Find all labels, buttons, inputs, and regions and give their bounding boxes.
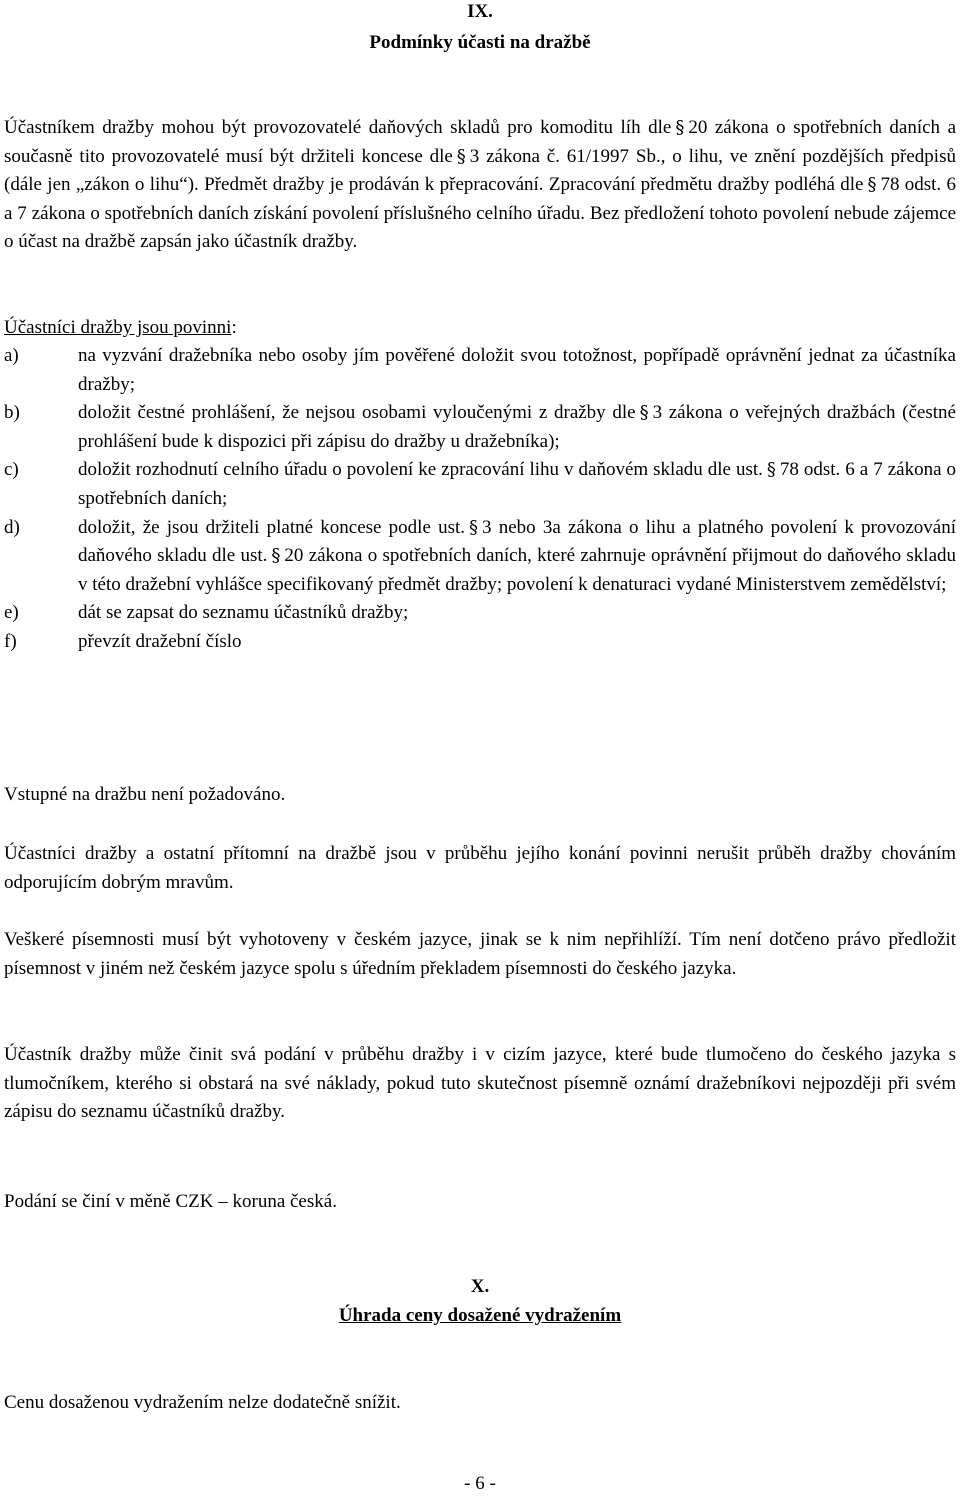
section-x-numeral: X.: [470, 1276, 490, 1297]
list-item: [4, 514, 956, 600]
page-number: - 6 -: [464, 1473, 496, 1494]
interpreter-paragraph: Účastník dražby může činit svá podání v průběhu dražby i v cizím jazyce, které bude tlumočeno do českého jazyka s tlumočníkem, kterého si obstará na své náklady, pokud tuto skutečnost písemně oznámí dražebníkovi nejpozději při svém zápisu do seznamu účastníků dražby.: [4, 1044, 956, 1123]
intro-text-3: 3 zákona č. 61/1997 Sb., o lihu, ve znění pozdějších předpisů (dále jen „zákon o lihu“). Předmět dražby je prodáván k přepracování. Zpracování předmětu dražby podléhá dle: [4, 145, 956, 196]
list-item-text: dát se zapsat do seznamu účastníků dražby;: [78, 602, 409, 624]
list-item-label: a): [4, 345, 19, 366]
obligations-list: [4, 342, 956, 657]
list-item: [4, 628, 956, 657]
list-item-text: doložit čestné prohlášení, že nejsou osobami vyloučenými z dražby dle: [78, 402, 636, 424]
section-sign: §: [456, 145, 466, 167]
conduct-paragraph: Účastníci dražby a ostatní přítomní na dražbě jsou v průběhu jejího konání povinni nerušit průběh dražby chováním odporujícím dobrým mravům.: [4, 843, 956, 893]
section-sign: §: [469, 516, 478, 538]
no-reduction-paragraph: Cenu dosaženou vydražením nelze dodatečně snížit.: [4, 1392, 401, 1413]
list-item: [4, 342, 956, 399]
list-item-text: na vyzvání dražebníka nebo osoby jím pověřené doložit svou totožnost, popřípadě oprávnění jednat za účastníka dražby;: [78, 345, 956, 395]
section-x-title: Úhrada ceny dosažené vydražením: [338, 1305, 622, 1326]
currency-paragraph: Podání se činí v měně CZK – koruna česká.: [4, 1191, 337, 1212]
list-item-text: doložit rozhodnutí celního úřadu o povolení ke zpracování lihu v daňovém skladu dle ust.: [78, 459, 763, 481]
obligations-heading-colon: :: [231, 317, 237, 338]
section-sign: §: [766, 459, 776, 481]
list-item-label: d): [4, 516, 20, 538]
section-sign: §: [271, 545, 281, 567]
list-item-label: e): [4, 602, 19, 624]
list-item-text: 20 zákona o spotřebních daních, které zahrnuje oprávnění přijmout do daňového skladu v této dražební vyhlášce specifikovaný předmět dražby; povolení k denaturaci vydané Ministerstvem zemědělství;: [78, 545, 956, 595]
section-ix-title: Podmínky účasti na dražbě: [369, 32, 591, 53]
list-item: [4, 456, 956, 513]
entry-fee-paragraph: Vstupné na dražbu není požadováno.: [4, 784, 286, 805]
list-item-label: b): [4, 402, 20, 424]
list-item-label: f): [4, 630, 17, 652]
list-item-text: převzít dražební číslo: [78, 630, 242, 652]
list-item-label: c): [4, 459, 19, 481]
section-sign: §: [675, 117, 685, 138]
section-sign: §: [639, 402, 649, 424]
list-item-text: 3 nebo 3a zákona o lihu a platného povolení k provozování daňového skladu dle ust.: [78, 516, 957, 567]
section-sign: §: [867, 174, 877, 196]
intro-text-2: 20 zákona o spotřebních daních a současně tito provozovatelé musí být držiteli koncese dle: [4, 117, 956, 167]
obligations-heading-text: Účastníci dražby jsou povinni: [4, 317, 232, 338]
obligations-heading: [4, 314, 956, 343]
intro-text-4: 78 odst. 6 a 7 zákona o spotřebních daních získání povolení příslušného celního úřadu. Bez předložení tohoto povolení nebude zájemce o účast na dražbě zapsán jako účastník dražby.: [4, 174, 956, 253]
intro-paragraph: [4, 114, 956, 257]
intro-text-1: Účastníkem dražby mohou být provozovatelé daňových skladů pro komoditu líh dle: [4, 117, 672, 138]
list-item-text: 3 zákona o veřejných dražbách (čestné prohlášení bude k dispozici při zápisu do dražby u dražebníka);: [78, 402, 956, 452]
list-item: [4, 599, 956, 628]
section-ix-numeral: IX.: [467, 1, 493, 22]
list-item: [4, 399, 956, 456]
language-paragraph: Veškeré písemnosti musí být vyhotoveny v českém jazyce, jinak se k nim nepřihlíží. Tím není dotčeno právo předložit písemnost v jiném než českém jazyce spolu s úředním překladem písemnosti do českého jazyka.: [4, 929, 956, 979]
list-item-text: doložit, že jsou držiteli platné koncese podle ust.: [78, 516, 465, 538]
list-item-text: 78 odst. 6 a 7 zákona o spotřebních daních;: [78, 459, 957, 509]
